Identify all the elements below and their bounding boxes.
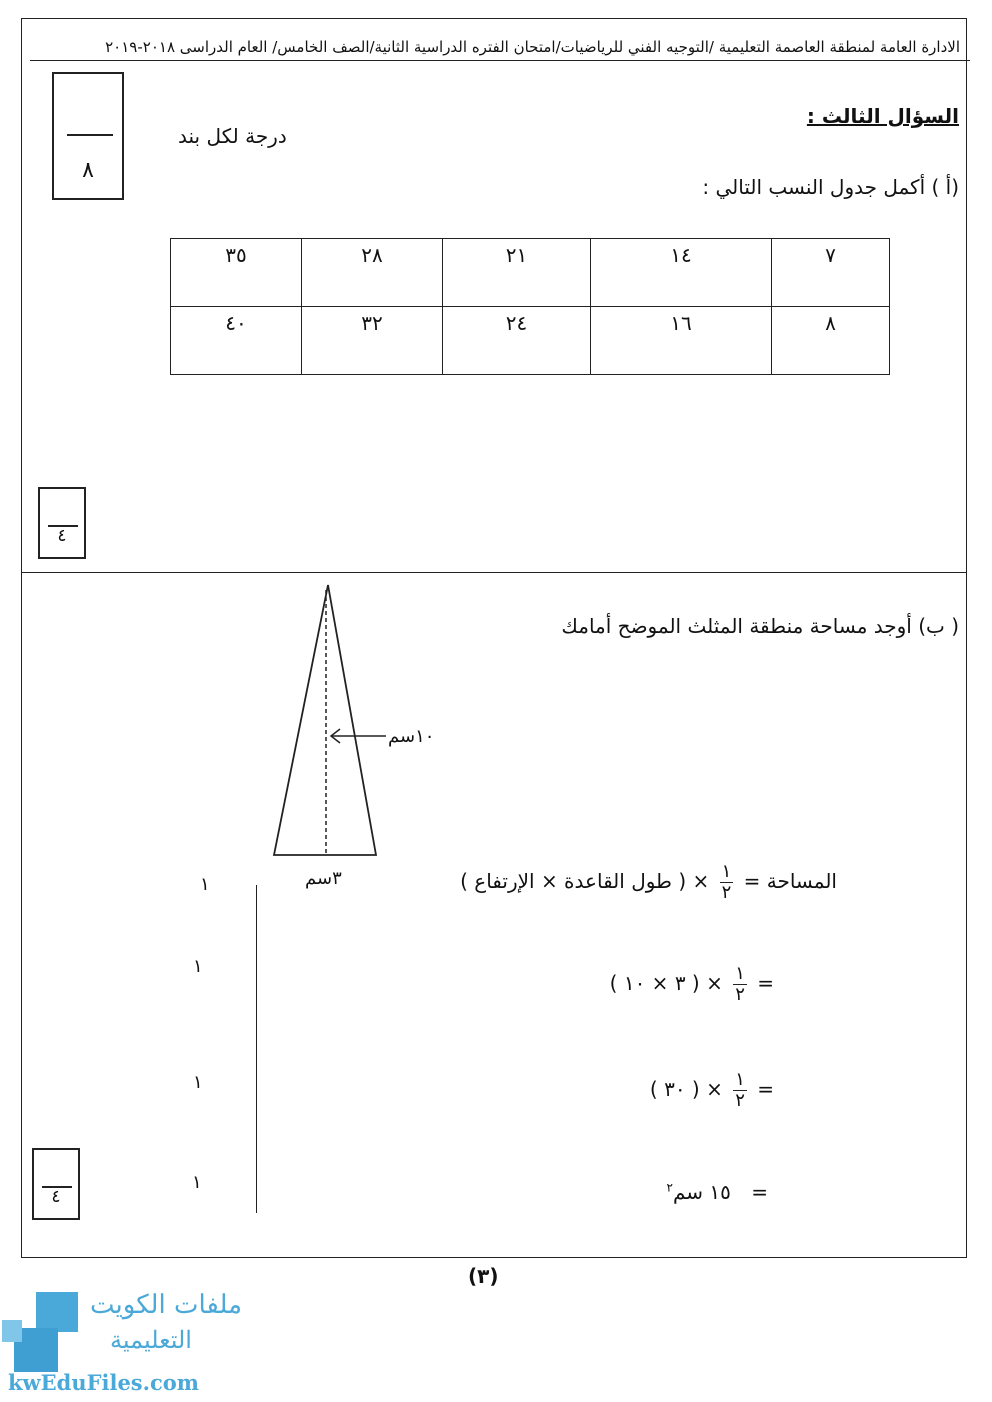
question-title: السؤال الثالث : xyxy=(806,104,959,128)
part-a-score-box xyxy=(38,487,86,559)
table-row xyxy=(171,307,890,375)
total-score-denominator: ٨ xyxy=(82,158,94,183)
solution-step-3 xyxy=(650,1070,774,1111)
ratio-table xyxy=(170,238,890,375)
part-a-prompt: (أ ) أكمل جدول النسب التالي : xyxy=(702,175,959,199)
step-2-mark: ١ xyxy=(193,956,203,977)
base-label: ٣سم xyxy=(305,868,342,889)
fraction-half xyxy=(720,862,734,903)
table-cell: ٧ xyxy=(772,239,890,307)
triangle-shape xyxy=(274,585,376,855)
fraction-numerator: ١ xyxy=(735,963,745,984)
solution-step-4 xyxy=(667,1180,769,1204)
table-cell: ١٦ xyxy=(591,307,772,375)
fraction-half xyxy=(733,1070,747,1111)
table-cell: ٨ xyxy=(772,307,890,375)
logo-block-small xyxy=(2,1320,22,1342)
logo-block-top xyxy=(36,1292,78,1332)
fraction-numerator: ١ xyxy=(735,1069,745,1090)
squared-exponent: ٢ xyxy=(666,1180,673,1195)
fraction-denominator: ٢ xyxy=(735,1090,745,1111)
step-4-mark: ١ xyxy=(192,1172,202,1193)
fraction-denominator: ٢ xyxy=(721,882,732,903)
marks-divider xyxy=(256,885,257,1213)
fraction-half xyxy=(733,964,747,1005)
table-row xyxy=(171,239,890,307)
watermark-line1: ملفات الكويت xyxy=(90,1290,243,1320)
table-cell: ٣٢ xyxy=(302,307,443,375)
part-a-score-denominator: ٤ xyxy=(57,526,67,546)
step-rhs: × ( طول القاعدة × الإرتفاع ) xyxy=(460,869,710,893)
step-lhs: المساحة = xyxy=(743,869,837,893)
part-b-prompt: ( ب) أوجد مساحة منطقة المثلث الموضح أمامك xyxy=(561,614,959,638)
solution-step-1 xyxy=(460,862,837,903)
triangle-figure xyxy=(260,580,460,860)
table-cell: ٢١ xyxy=(443,239,591,307)
table-cell: ١٤ xyxy=(591,239,772,307)
step-lhs: = xyxy=(757,1077,774,1101)
table-cell: ٣٥ xyxy=(171,239,302,307)
header-divider xyxy=(30,60,970,61)
step-rhs: × ( ٣ × ١٠ ) xyxy=(609,971,723,995)
fraction-denominator: ٢ xyxy=(735,984,745,1005)
solution-step-2 xyxy=(610,964,774,1005)
watermark-url: kwEduFiles.com xyxy=(8,1370,199,1395)
table-cell: ٤٠ xyxy=(171,307,302,375)
total-score-box xyxy=(52,72,124,200)
section-divider xyxy=(21,572,967,573)
score-line xyxy=(67,134,113,136)
step-1-mark: ١ xyxy=(200,874,210,895)
watermark-line2: التعليمية xyxy=(110,1326,192,1354)
table-cell: ٢٨ xyxy=(302,239,443,307)
step-lhs: = xyxy=(757,971,774,995)
page-border xyxy=(21,18,967,1258)
height-label: ١٠سم xyxy=(388,726,435,747)
part-b-score-denominator: ٤ xyxy=(51,1187,61,1207)
fraction-numerator: ١ xyxy=(721,861,732,882)
step-3-mark: ١ xyxy=(193,1072,203,1093)
step-lhs: = xyxy=(751,1180,768,1204)
exam-header: الادارة العامة لمنطقة العاصمة التعليمية /التوجيه الفني للرياضيات/امتحان الفتره الدراسية الثانية/الصف الخامس/ العام الدراسى ٢٠١٨-٢٠١٩ xyxy=(105,38,960,56)
part-b-score-box xyxy=(32,1148,80,1220)
step-rhs: ١٥ سم xyxy=(672,1180,731,1204)
points-note: درجة لكل بند xyxy=(178,124,287,148)
page-number: (٣) xyxy=(468,1264,499,1288)
table-cell: ٢٤ xyxy=(443,307,591,375)
step-rhs: × ( ٣٠ ) xyxy=(649,1077,723,1101)
